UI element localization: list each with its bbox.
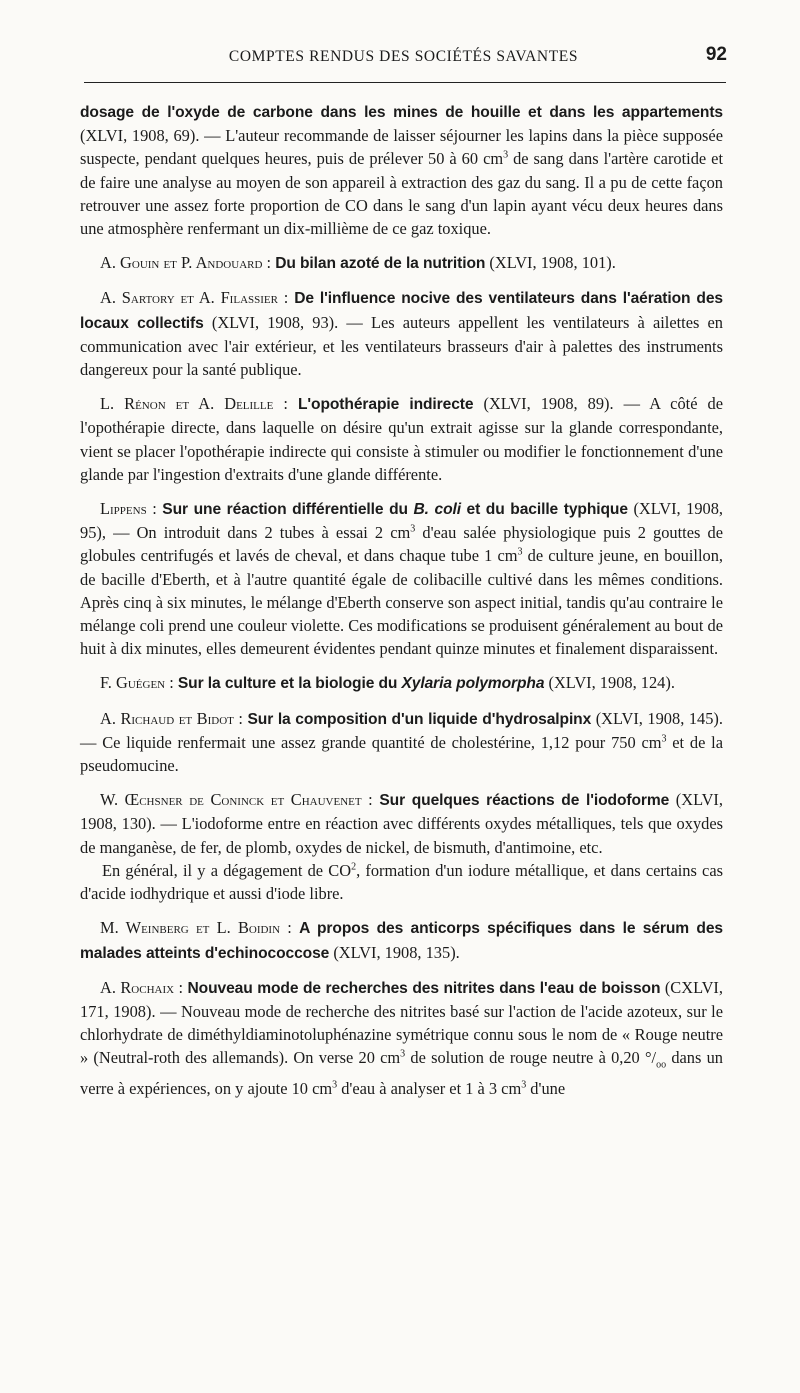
- entry-body: de culture jeune, en bouillon, de bacille d'Eberth, et à l'autre quantité égale de colibacille cultivé dans les mêmes conditions. Après cinq à six minutes, le mélange d'Eberth conserve son aspect initial, tandis qu'au contraire le mélange coli prend une couleur violette. Ces modifications se produisent généralement au bout de huit à dix minutes, elles demeurent évidentes pendant quinze minutes et finalement disparaissent.: [80, 546, 724, 659]
- entry-authors: A. Gouin et P. Andouard :: [100, 253, 272, 273]
- entry-title: L'opothérapie indirecte: [298, 396, 474, 414]
- entry-body: d'eau à analyser et 1 à 3 cm: [337, 1078, 522, 1098]
- entry-ref: (XLVI, 1908, 124).: [548, 673, 675, 693]
- entry-iodoforme-continued: [80, 859, 723, 905]
- entry-ref: (XLVI, 1908, 101).: [489, 253, 616, 273]
- entry-body: — On introduit dans 2 tubes à essai 2 cm: [105, 523, 411, 543]
- entry-ref: (CXLVI, 171, 1908).: [80, 977, 723, 1021]
- entry-bilan-azote: [80, 251, 723, 275]
- entry-title-italic: Xylaria polymorpha: [401, 675, 545, 693]
- entry-title: Nouveau mode de recherches des nitrites dans l'eau de boisson: [187, 979, 661, 997]
- entry-title: A propos des anticorps spécifiques dans le sérum des malades atteints d'echinococcose: [80, 920, 723, 962]
- entry-title-italic: B. coli: [413, 501, 461, 519]
- page-number: 92: [705, 44, 727, 65]
- superscript: 3: [332, 1079, 338, 1091]
- entry-ref: (XLVI, 1908, 93).: [211, 312, 339, 332]
- entry-body: — Nouveau mode de recherche des nitrites basé sur l'action de l'acide azoteux, sur le chlorhydrate de diméthyldiaminotoluphénazine symétrique connu sous le nom de « Rouge neutre » (Neutral-roth des allemands). On verse 20 cm: [80, 1001, 723, 1068]
- page-body: [80, 100, 723, 1111]
- entry-body: — Ce liquide renfermait une assez grande quantité de cholestérine, 1,12 pour 750 cm: [80, 732, 662, 752]
- entry-title: Sur une réaction différentielle du: [162, 501, 408, 519]
- entry-authors: A. Rochaix :: [100, 977, 184, 997]
- entry-authors: M. Weinberg et L. Boidin :: [100, 918, 292, 938]
- entry-ref: (XLVI, 1908, 145).: [595, 708, 723, 728]
- entry-authors: A. Sartory et A. Filassier :: [100, 288, 289, 308]
- entry-echinococcose: [80, 916, 723, 964]
- entry-carbon-monoxide: [80, 100, 723, 240]
- entry-body: d'une: [526, 1078, 566, 1098]
- superscript: 3: [661, 733, 667, 745]
- page-header: [80, 40, 727, 70]
- entry-ref: (XLVI, 1908, 89).: [483, 394, 614, 414]
- entry-body: , formation d'un iodure métallique, et dans certains cas d'acide iodhydrique et aussi d'iode libre.: [80, 860, 723, 904]
- entry-hydrosalpinx: [80, 707, 723, 778]
- entry-authors: Lippens :: [100, 499, 157, 519]
- running-title: COMPTES RENDUS DES SOCIÉTÉS SAVANTES: [228, 48, 579, 65]
- superscript: 3: [521, 1079, 527, 1091]
- entry-ref: (XLVI, 1908, 69).: [80, 126, 200, 146]
- entry-opotherapie: [80, 392, 723, 486]
- entry-body: — Les auteurs appellent les ventilateurs à ailettes en communication avec l'air extérieur, et les ventilateurs brasseurs d'air à palettes des instruments dangereux pour la santé publique.: [80, 312, 723, 380]
- entry-title: De l'influence nocive des ventilateurs dans l'aération des locaux collectifs: [80, 290, 723, 332]
- entry-ref: (XLVI, 1908, 135).: [333, 942, 460, 962]
- entry-body: de sang dans l'artère carotide et de faire une analyse au moyen de son appareil à extraction des gaz du sang. Il a pu de cette façon retrouver une assez forte proportion de CO dans le sang d'un lapin ayant vécu deux heures dans une atmosphère renfermant un dix-millième de ce gaz toxique.: [80, 149, 723, 239]
- entry-xylaria: [80, 671, 723, 695]
- entry-nitrites: [80, 976, 723, 1100]
- entry-body: et de la pseudomucine.: [80, 732, 724, 776]
- entry-body: — L'iodoforme entre en réaction avec différents oxydes métalliques, tels que oxydes de manganèse, de fer, de plomb, oxydes de nickel, de bismuth, d'antimoine, etc.: [80, 814, 723, 857]
- entry-authors: L. Rénon et A. Delille :: [100, 394, 288, 414]
- entry-title: dosage de l'oxyde de carbone dans les mines de houille et dans les appartements: [80, 104, 723, 121]
- superscript: 3: [400, 1048, 406, 1060]
- header-rule: [84, 82, 726, 83]
- entry-body: — L'auteur recommande de laisser séjourner les lapins dans la pièce supposée suspecte, pendant quelques heures, puis de prélever 50 à 60 cm: [80, 126, 723, 169]
- entry-title: Sur la composition d'un liquide d'hydrosalpinx: [247, 710, 592, 728]
- entry-bacille-typhique: [80, 497, 723, 660]
- entry-authors: W. Œchsner de Coninck et Chauvenet :: [100, 790, 373, 810]
- subscript: oo: [656, 1059, 667, 1071]
- entry-ref: (XLVI, 1908, 130).: [80, 790, 723, 834]
- entry-body: En général, il y a dégagement de CO: [102, 860, 352, 880]
- entry-ref: (XLVI, 1908, 95),: [80, 499, 724, 543]
- superscript: 3: [517, 546, 523, 558]
- entry-body: — A côté de l'opothérapie directe, dans laquelle on désire qu'un extrait agisse sur la glande correspondante, vient se placer l'opothérapie indirecte qui consiste à stimuler ou modifier le fonctionnement d'une glande par l'ingestion d'extraits d'une glande différente.: [80, 394, 723, 484]
- entry-body: de solution de rouge neutre à 0,20 °/: [405, 1048, 657, 1068]
- entry-title: Sur quelques réactions de l'iodoforme: [379, 792, 670, 810]
- entry-body: dans un verre à expériences, on y ajoute 10 cm: [80, 1048, 723, 1098]
- entry-authors: A. Richaud et Bidot :: [100, 708, 243, 728]
- entry-body: d'eau salée physiologique puis 2 gouttes de globules centrifugés et lavés de cheval, et dans chaque tube 1 cm: [80, 523, 723, 566]
- superscript: 2: [351, 861, 357, 873]
- entry-title: et du bacille typhique: [466, 501, 628, 519]
- superscript: 3: [410, 523, 416, 535]
- superscript: 3: [503, 149, 509, 161]
- entry-title: Sur la culture et la biologie du: [177, 675, 398, 693]
- entry-iodoforme: [80, 788, 723, 859]
- entry-ventilateurs: [80, 286, 723, 381]
- entry-title: Du bilan azoté de la nutrition: [275, 255, 486, 273]
- entry-authors: F. Guégen :: [100, 673, 174, 693]
